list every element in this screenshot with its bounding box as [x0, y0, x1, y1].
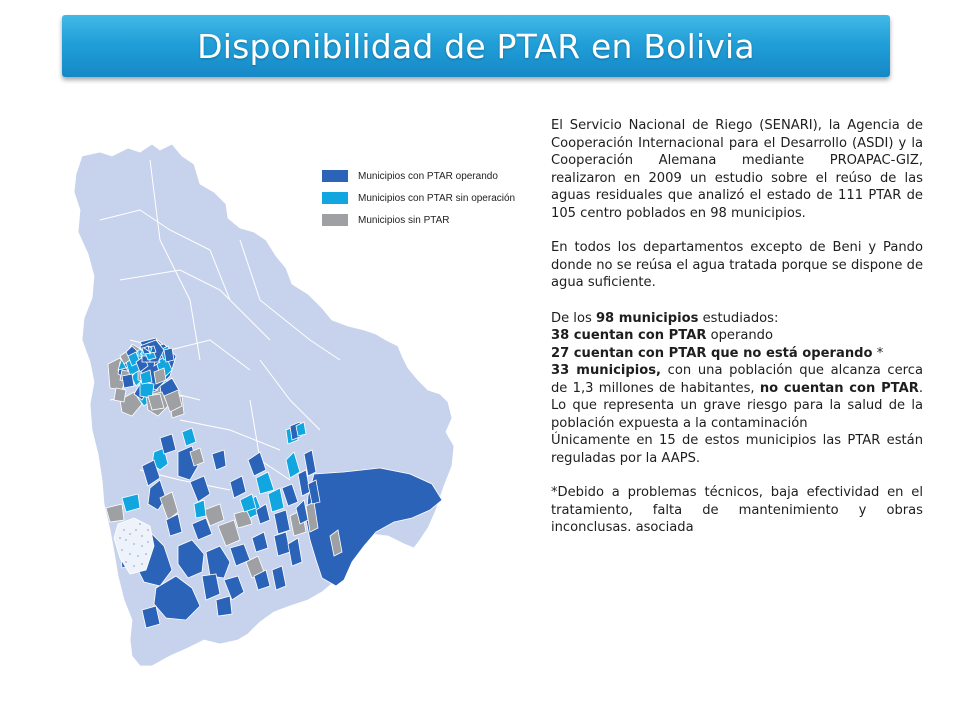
- legend-label-operating: Municipios con PTAR operando: [358, 170, 498, 182]
- legend-swatch-none: [322, 214, 348, 226]
- reuse-paragraph: En todos los departamentos excepto de Beni y Pando donde no se reúsa el agua tratada porque se dispone de agua suficiente.: [551, 240, 923, 290]
- stats-operating: [551, 327, 923, 345]
- stats-none-text: con una población que alcanza cerca de 1,3 millones de habitantes,: [551, 363, 923, 396]
- stats-not-operating: [551, 345, 923, 363]
- legend-swatch-operating: [322, 170, 348, 182]
- stats-operating-suffix: operando: [706, 328, 773, 343]
- stats-not-operating-bold: 27 cuentan con PTAR que no está operando: [551, 345, 873, 361]
- page-title: Disponibilidad de PTAR en Bolivia: [197, 26, 755, 66]
- title-banner: [62, 15, 890, 77]
- stats-heading-suffix: estudiados:: [698, 310, 779, 326]
- stats-none: [551, 362, 923, 432]
- footnote: *Debido a problemas técnicos, baja efectividad en el tratamiento, falta de mantenimiento y obras inconclusas. asociada: [551, 485, 923, 535]
- stats-heading-prefix: De los: [551, 310, 596, 326]
- stats-none-bold2: no cuentan con PTAR: [759, 380, 919, 396]
- stats-not-operating-suffix: *: [872, 345, 884, 361]
- stats-heading: [551, 310, 923, 328]
- legend-item-none: [322, 209, 515, 231]
- stats-none-suffix: . Lo que representa un grave riesgo para la salud de la población expuesta a la contaminación: [551, 380, 923, 431]
- legend-label-none: Municipios sin PTAR: [358, 214, 450, 226]
- legend-swatch-not-operating: [322, 192, 348, 204]
- map-legend: [322, 165, 515, 231]
- legend-item-operating: [322, 165, 515, 187]
- stats-none-bold: 33 municipios,: [551, 363, 661, 378]
- legend-item-not-operating: [322, 187, 515, 209]
- stats-regulated: Únicamente en 15 de estos municipios las PTAR están reguladas por la AAPS.: [551, 433, 923, 466]
- stats-operating-bold: 38 cuentan con PTAR: [551, 328, 707, 343]
- legend-label-not-operating: Municipios con PTAR sin operación: [358, 192, 516, 204]
- stats-heading-bold: 98 municipios: [595, 310, 699, 326]
- intro-paragraph: El Servicio Nacional de Riego (SENARI), la Agencia de Cooperación Internacional para el Desarrollo (ASDI) y la Cooperación Alemana mediante PROAPAC-GIZ, realizaron en 2009 un estudio sobre el reúso de las aguas residuales que analizó el estado de 111 PTAR de 105 centro poblados en 98 municipios.: [551, 118, 923, 221]
- body-text: [551, 117, 923, 537]
- stats-block: [551, 310, 923, 468]
